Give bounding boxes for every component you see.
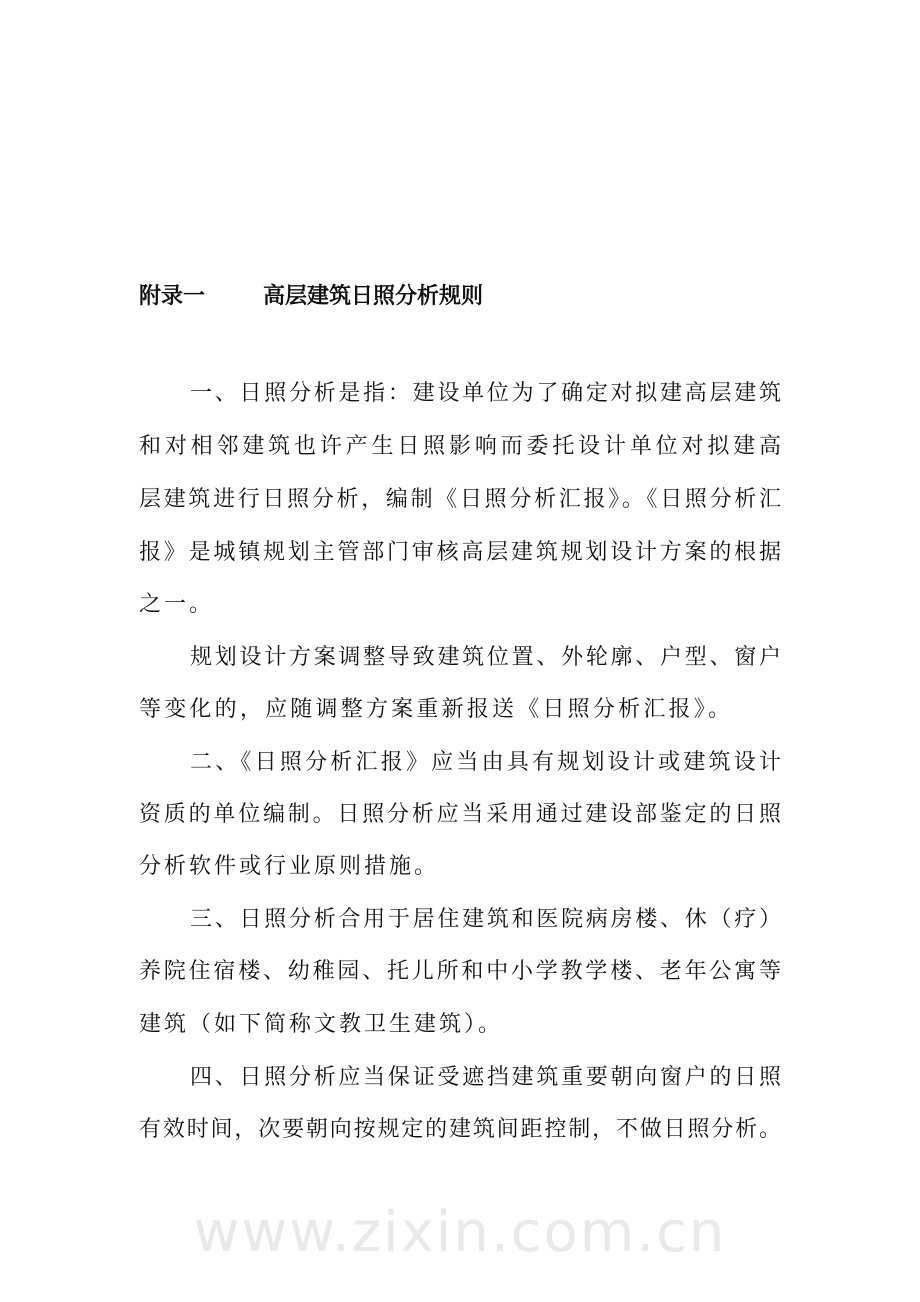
text-line: 养院住宿楼、幼稚园、托儿所和中小学教学楼、老年公寓等 — [139, 959, 781, 984]
text-line: 建筑（如下简称文教卫生建筑）。 — [139, 1012, 504, 1037]
text-line: 之一。 — [139, 592, 215, 617]
text-line: 分析软件或行业原则措施。 — [139, 854, 440, 879]
text-line: 等变化的，应随调整方案重新报送《日照分析汇报》。 — [139, 697, 730, 722]
text-line: 三、日照分析合用于居住建筑和医院病房楼、休（疗） — [190, 907, 781, 932]
text-line: 一、日照分析是指：建设单位为了确定对拟建高层建筑 — [190, 381, 781, 406]
text-line: 有效时间，次要朝向按规定的建筑间距控制，不做日照分析。 — [139, 1117, 781, 1142]
appendix-label: 附录一 — [139, 284, 206, 309]
text-line: 层建筑进行日照分析，编制《日照分析汇报》。《日照分析汇 — [139, 487, 781, 512]
watermark: www.zixin.com.cn — [193, 1200, 727, 1265]
text-line: 资质的单位编制。日照分析应当采用通过建设部鉴定的日照 — [139, 802, 781, 827]
text-line: 二、《日照分析汇报》应当由具有规划设计或建筑设计 — [190, 750, 781, 775]
page-title: 高层建筑日照分析规则 — [263, 284, 484, 309]
text-line: 四、日照分析应当保证受遮挡建筑重要朝向窗户的日照 — [190, 1065, 781, 1090]
text-line: 报》是城镇规划主管部门审核高层建筑规划设计方案的根据 — [139, 540, 781, 565]
text-line: 规划设计方案调整导致建筑位置、外轮廓、户型、窗户 — [190, 645, 781, 670]
text-line: 和对相邻建筑也许产生日照影响而委托设计单位对拟建高 — [139, 434, 781, 459]
